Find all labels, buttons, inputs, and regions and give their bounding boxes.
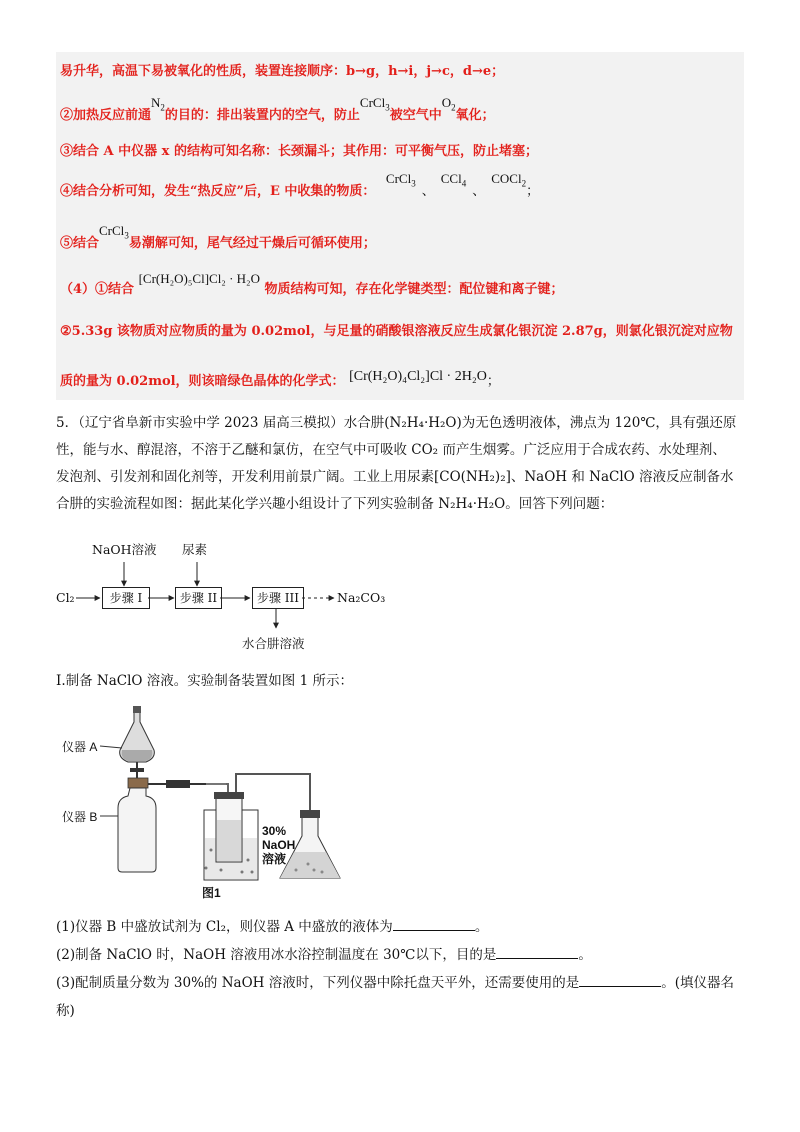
answer-blank-3[interactable]: [579, 972, 661, 987]
flow-product: 水合肼溶液: [242, 636, 305, 651]
answer-blank-1[interactable]: [393, 916, 475, 931]
formula-o2: $O_2$: [441, 95, 456, 113]
answer-line-1: 易升华，高温下易被氧化的性质，装置连接顺序：b→g，h→i，j→c，d→e；: [60, 64, 505, 79]
question-3-continued: 称): [56, 1003, 75, 1019]
section-heading: Ⅰ.制备 NaClO 溶液。实验制备装置如图 1 所示：: [56, 673, 353, 689]
flow-diagram: [54, 536, 394, 660]
answer-line-3: ③结合 A 中仪器 x 的结构可知名称：长颈漏斗；其作用：可平衡气压，防止堵塞；: [60, 144, 538, 159]
answer-line-8: 质的量为 0.02mol，则该暗绿色晶体的化学式： [Cr(H₂O)₄Cl₂]Cl · 2H₂O；: [60, 369, 500, 389]
answer-line-5: ⑤结合CrCl$_3$易潮解可知，尾气经过干燥后可循环使用；: [60, 223, 376, 251]
answer-line-6: （4）①结合 [Cr(H₂O)₅Cl]Cl₂ · H₂O 物质结构可知，存在化学键类型：配位键和离子键；: [60, 271, 564, 297]
flow-step-2: 步骤 II: [175, 587, 222, 609]
formula-complex-1: [Cr(H₂O)₅Cl]Cl₂ · H₂O: [138, 271, 260, 286]
figure-label-b: 仪器 B: [62, 810, 98, 824]
flow-byproduct: Na₂CO₃: [337, 590, 386, 605]
answer-blank-2[interactable]: [496, 944, 578, 959]
answer-line-4: ④结合分析可知，发生“热反应”后，E 中收集的物质： CrCl$_3$ 、CCl$_4$ 、COCl$_2$；: [60, 171, 540, 199]
figure-solution-label: 30% NaOH 溶液: [262, 824, 296, 866]
flow-input-naoh: NaOH溶液: [92, 542, 157, 557]
formula-crcl3: CrCl$_3$: [359, 95, 390, 113]
figure-label-a: 仪器 A: [62, 740, 98, 754]
question-1: (1)仪器 B 中盛放试剂为 Cl₂，则仪器 A 中盛放的液体为 。: [56, 914, 746, 941]
flow-start-cl2: Cl₂: [56, 590, 75, 605]
answer-line-2: ②加热反应前通$N_2$的目的：排出装置内的空气，防止CrCl$_3$被空气中$O_2$氧化；: [60, 95, 495, 123]
question-2: (2)制备 NaClO 时，NaOH 溶液用冰水浴控制温度在 30℃以下，目的是 。: [56, 942, 746, 969]
formula-ccl4: CCl$_4$: [440, 171, 467, 189]
figure-caption: 图1: [202, 886, 221, 900]
answer-line-7: ②5.33g 该物质对应物质的量为 0.02mol，与足量的硝酸银溶液反应生成氯化银沉淀 2.87g，则氯化银沉淀对应物: [60, 324, 733, 339]
question-3: (3)配制质量分数为 30%的 NaOH 溶液时，下列仪器中除托盘天平外，还需要使用的是 。(填仪器名: [56, 970, 746, 997]
formula-crcl3-c: CrCl$_3$: [99, 223, 129, 241]
formula-n2: $N_2$: [151, 95, 165, 113]
flow-step-3: 步骤 III: [252, 587, 304, 609]
answer-block: [56, 52, 744, 400]
apparatus-figure: [56, 700, 356, 910]
question-paragraph: 5．（辽宁省阜新市实验中学 2023 届高三模拟）水合肼(N₂H₄·H₂O)为无色透明液体，沸点为 120℃，具有强还原 性，能与水、醇混溶，不溶于乙醚和氯仿，在空气中可吸收 CO₂ 而产生烟雾。广泛应用于合成农药、水处理剂、 发泡剂、引发剂和固化剂等，开发利用前景广阔。工业上用尿素[CO(NH₂)₂]、NaOH 和 NaClO 溶液反应制备水 合肼的实验流程如图：据此某化学兴趣小组设计了下列实验制备 N₂H₄·H₂O。回答下列问题：: [56, 415, 737, 512]
formula-cocl2: COCl$_2$: [491, 171, 527, 189]
formula-complex-2: [Cr(H₂O)₄Cl₂]Cl · 2H₂O: [349, 369, 487, 384]
apparatus-drawing: [56, 700, 356, 910]
formula-crcl3-b: CrCl$_3$: [385, 171, 416, 189]
flow-input-urea: 尿素: [182, 542, 208, 557]
flow-step-1: 步骤 I: [102, 587, 150, 609]
